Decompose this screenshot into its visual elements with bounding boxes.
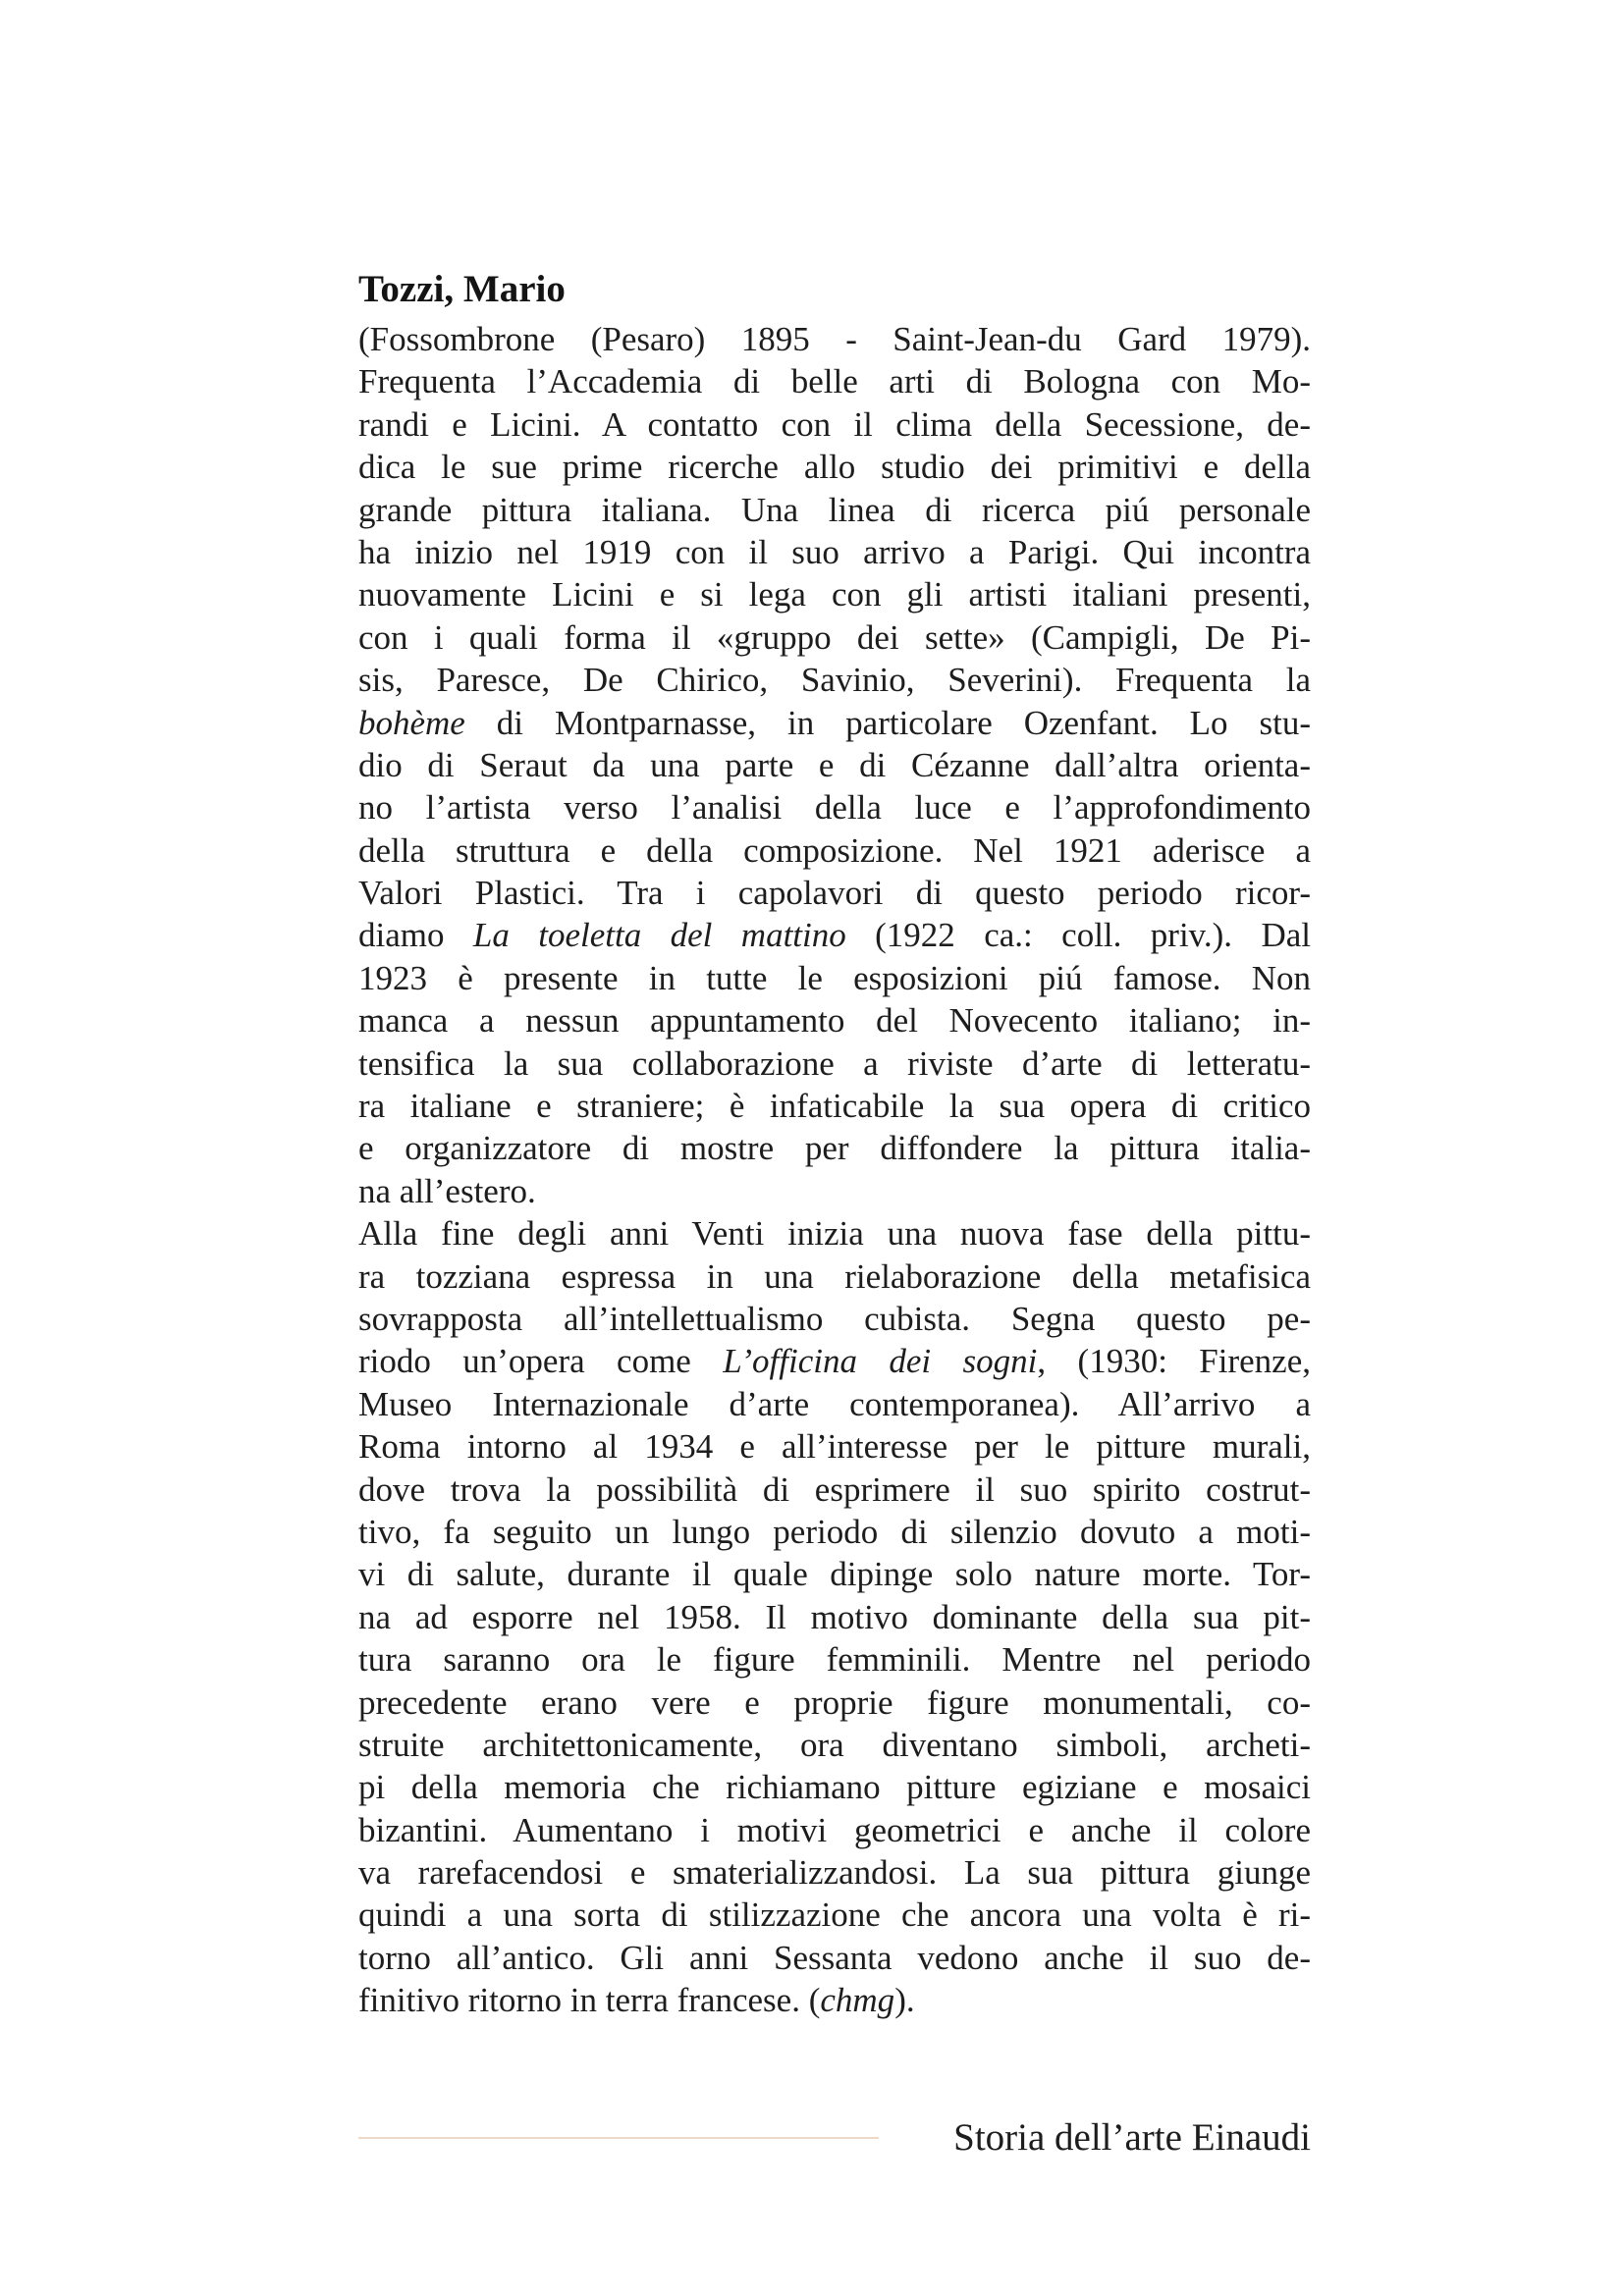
- text-segment: riodo un’opera come: [358, 1342, 724, 1381]
- text-line: [358, 999, 1311, 1041]
- footer-rule: [358, 2137, 879, 2139]
- text-segment: struite architettonicamente, ora diventano simboli, archeti-: [358, 1725, 1311, 1764]
- text-segment: , (1930: Firenze,: [1037, 1342, 1312, 1381]
- text-segment: con i quali forma il «gruppo dei sette» (Campigli, De Pi-: [358, 617, 1311, 657]
- text-line: [358, 446, 1311, 488]
- text-line: [358, 744, 1311, 786]
- italic-title-text: La toeletta del mattino: [472, 916, 846, 955]
- text-segment: dica le sue prime ricerche allo studio dei primitivi e della: [358, 448, 1311, 487]
- text-line: [358, 1212, 1311, 1255]
- text-line: [358, 829, 1311, 872]
- text-line: [358, 1851, 1311, 1894]
- text-line: [358, 1638, 1311, 1681]
- text-line: [358, 531, 1311, 573]
- text-segment: tensifica la sua collaborazione a riviste d’arte di letteratu-: [358, 1043, 1311, 1083]
- italic-title-text: bohème: [358, 703, 465, 742]
- text-line: [358, 1468, 1311, 1511]
- text-line: [358, 1085, 1311, 1127]
- text-line: [358, 1511, 1311, 1553]
- text-line: [358, 1979, 1311, 2021]
- text-line: [358, 1042, 1311, 1085]
- text-segment: di Montparnasse, in particolare Ozenfant. Lo stu-: [464, 703, 1311, 742]
- entry-body: [358, 318, 1311, 2022]
- text-segment: finitivo ritorno in terra francese. (: [358, 1981, 821, 2020]
- text-line: [358, 1596, 1311, 1638]
- page-footer: [358, 2110, 1311, 2165]
- text-line: [358, 659, 1311, 701]
- text-segment: nuovamente Licini e si lega con gli artisti italiani presenti,: [358, 575, 1311, 614]
- text-segment: Alla fine degli anni Venti inizia una nuova fase della pittu-: [358, 1214, 1311, 1254]
- text-line: [358, 786, 1311, 828]
- text-segment: precedente erano vere e proprie figure monumentali, co-: [358, 1682, 1311, 1722]
- text-segment: dio di Seraut da una parte e di Cézanne dall’altra orienta-: [358, 745, 1311, 784]
- encyclopedia-entry: [358, 265, 1311, 2022]
- text-line: [358, 360, 1311, 402]
- entry-title: Tozzi, Mario: [358, 268, 566, 310]
- text-line: [358, 872, 1311, 914]
- text-line: [358, 616, 1311, 659]
- text-line: [358, 1766, 1311, 1808]
- text-segment: va rarefacendosi e smaterializzandosi. La sua pittura giunge: [358, 1853, 1311, 1893]
- italic-title-text: chmg: [820, 1981, 895, 2020]
- text-line: [358, 1340, 1311, 1382]
- text-segment: na ad esporre nel 1958. Il motivo dominante della sua pit-: [358, 1597, 1311, 1636]
- text-segment: (Fossombrone (Pesaro) 1895 - Saint-Jean-du Gard 1979).: [358, 320, 1311, 358]
- text-line: [358, 318, 1311, 360]
- text-segment: bizantini. Aumentano i motivi geometrici e anche il colore: [358, 1810, 1311, 1849]
- text-line: [358, 1383, 1311, 1425]
- text-line: [358, 1682, 1311, 1724]
- text-line: [358, 1127, 1311, 1169]
- text-segment: diamo: [358, 916, 473, 955]
- text-segment: e organizzatore di mostre per diffondere la pittura italia-: [358, 1129, 1311, 1168]
- text-line: [358, 1553, 1311, 1595]
- text-line: [358, 702, 1311, 744]
- text-line: [358, 1255, 1311, 1298]
- text-segment: tivo, fa seguito un lungo periodo di silenzio dovuto a moti-: [358, 1512, 1311, 1551]
- text-segment: ra tozziana espressa in una rielaborazione della metafisica: [358, 1256, 1311, 1296]
- publication-title: Storia dell’arte Einaudi: [953, 2116, 1311, 2159]
- text-line: [358, 914, 1311, 956]
- text-segment: torno all’antico. Gli anni Sessanta vedono anche il suo de-: [358, 1938, 1311, 1977]
- text-line: [358, 1937, 1311, 1979]
- text-line: [358, 489, 1311, 531]
- text-segment: na all’estero.: [358, 1171, 536, 1210]
- text-segment: no l’artista verso l’analisi della luce e l’approfondimento: [358, 788, 1311, 828]
- text-line: [358, 1298, 1311, 1340]
- text-segment: Roma intorno al 1934 e all’interesse per le pitture murali,: [358, 1427, 1311, 1467]
- text-segment: tura saranno ora le figure femminili. Mentre nel periodo: [358, 1640, 1311, 1680]
- text-line: [358, 1894, 1311, 1936]
- text-line: [358, 403, 1311, 446]
- text-line: [358, 957, 1311, 999]
- text-line: [358, 1724, 1311, 1766]
- text-segment: ra italiane e straniere; è infaticabile la sua opera di critico: [358, 1087, 1311, 1126]
- text-segment: manca a nessun appuntamento del Novecento italiano; in-: [358, 1001, 1311, 1041]
- italic-title-text: L’officina dei sogni: [723, 1342, 1038, 1381]
- text-segment: randi e Licini. A contatto con il clima della Secessione, de-: [358, 404, 1311, 444]
- text-segment: Frequenta l’Accademia di belle arti di Bologna con Mo-: [358, 362, 1311, 401]
- text-segment: sovrapposta all’intellettualismo cubista. Segna questo pe-: [358, 1299, 1311, 1338]
- text-segment: vi di salute, durante il quale dipinge solo nature morte. Tor-: [358, 1555, 1311, 1594]
- text-segment: ).: [894, 1981, 915, 2020]
- text-segment: dove trova la possibilità di esprimere il suo spirito costrut-: [358, 1469, 1311, 1509]
- text-line: [358, 1170, 1311, 1212]
- text-segment: ha inizio nel 1919 con il suo arrivo a Parigi. Qui incontra: [358, 532, 1311, 571]
- text-segment: grande pittura italiana. Una linea di ricerca piú personale: [358, 490, 1311, 529]
- text-segment: (1922 ca.: coll. priv.). Dal: [845, 916, 1312, 955]
- text-segment: Valori Plastici. Tra i capolavori di questo periodo ricor-: [358, 874, 1311, 913]
- text-line: [358, 573, 1311, 615]
- text-segment: della struttura e della composizione. Nel 1921 aderisce a: [358, 830, 1311, 870]
- text-segment: 1923 è presente in tutte le esposizioni piú famose. Non: [358, 958, 1311, 997]
- text-segment: pi della memoria che richiamano pitture egiziane e mosaici: [358, 1768, 1311, 1807]
- text-segment: sis, Paresce, De Chirico, Savinio, Severini). Frequenta la: [358, 661, 1311, 700]
- text-line: [358, 1809, 1311, 1851]
- text-segment: quindi a una sorta di stilizzazione che ancora una volta è ri-: [358, 1896, 1311, 1935]
- text-segment: Museo Internazionale d’arte contemporanea). All’arrivo a: [358, 1384, 1311, 1423]
- text-line: [358, 1425, 1311, 1468]
